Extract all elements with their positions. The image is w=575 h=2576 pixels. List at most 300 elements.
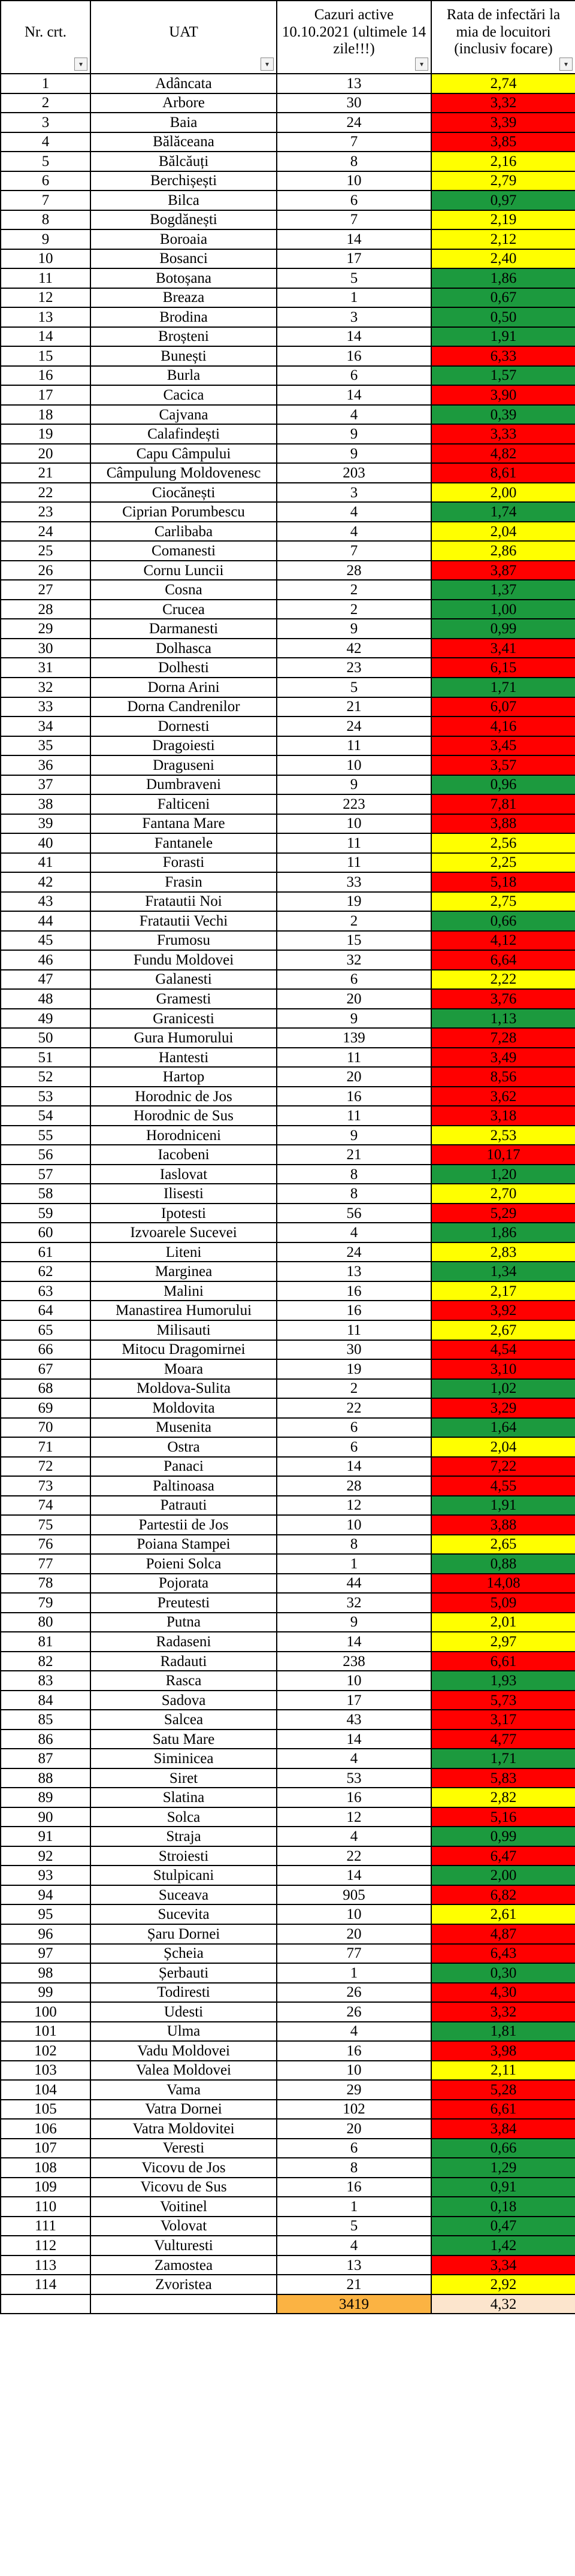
infection-rate-cell[interactable]: 1,34: [431, 1262, 575, 1281]
row-number-cell[interactable]: 9: [1, 229, 90, 249]
active-cases-cell[interactable]: 4: [277, 1749, 431, 1768]
row-number-cell[interactable]: 101: [1, 2022, 90, 2042]
active-cases-cell[interactable]: 14: [277, 1632, 431, 1652]
uat-name-cell[interactable]: Gramesti: [90, 989, 277, 1009]
active-cases-cell[interactable]: 14: [277, 327, 431, 347]
row-number-cell[interactable]: 47: [1, 970, 90, 990]
row-number-cell[interactable]: 30: [1, 639, 90, 658]
row-number-cell[interactable]: 32: [1, 678, 90, 697]
row-number-cell[interactable]: 102: [1, 2041, 90, 2061]
active-cases-cell[interactable]: 11: [277, 853, 431, 873]
infection-rate-cell[interactable]: 0,39: [431, 405, 575, 425]
row-number-cell[interactable]: 60: [1, 1223, 90, 1242]
row-number-cell[interactable]: 94: [1, 1885, 90, 1905]
active-cases-cell[interactable]: 11: [277, 1106, 431, 1126]
active-cases-cell[interactable]: 10: [277, 755, 431, 775]
active-cases-cell[interactable]: 6: [277, 970, 431, 990]
uat-name-cell[interactable]: Brodina: [90, 307, 277, 327]
infection-rate-cell[interactable]: 2,16: [431, 152, 575, 171]
infection-rate-cell[interactable]: 3,57: [431, 755, 575, 775]
uat-name-cell[interactable]: Satu Mare: [90, 1730, 277, 1749]
uat-name-cell[interactable]: Siret: [90, 1768, 277, 1788]
active-cases-cell[interactable]: 6: [277, 191, 431, 210]
uat-name-cell[interactable]: Todiresti: [90, 1983, 277, 2003]
uat-name-cell[interactable]: Voitinel: [90, 2197, 277, 2217]
row-number-cell[interactable]: 59: [1, 1204, 90, 1223]
uat-name-cell[interactable]: Mitocu Dragomirnei: [90, 1340, 277, 1360]
infection-rate-cell[interactable]: 0,50: [431, 307, 575, 327]
infection-rate-cell[interactable]: 3,84: [431, 2119, 575, 2139]
row-number-cell[interactable]: 64: [1, 1301, 90, 1320]
active-cases-cell[interactable]: 8: [277, 1165, 431, 1184]
infection-rate-cell[interactable]: 3,33: [431, 424, 575, 444]
row-number-cell[interactable]: 54: [1, 1106, 90, 1126]
infection-rate-cell[interactable]: 1,93: [431, 1671, 575, 1691]
active-cases-cell[interactable]: 5: [277, 2217, 431, 2236]
active-cases-cell[interactable]: 33: [277, 872, 431, 892]
active-cases-cell[interactable]: 19: [277, 892, 431, 912]
uat-name-cell[interactable]: Moldovita: [90, 1398, 277, 1418]
infection-rate-cell[interactable]: 2,04: [431, 1437, 575, 1457]
row-number-cell[interactable]: 67: [1, 1359, 90, 1379]
infection-rate-cell[interactable]: 0,99: [431, 619, 575, 639]
row-number-cell[interactable]: 22: [1, 483, 90, 503]
active-cases-cell[interactable]: 10: [277, 2061, 431, 2081]
infection-rate-cell[interactable]: 1,74: [431, 502, 575, 522]
infection-rate-cell[interactable]: 1,71: [431, 678, 575, 697]
uat-name-cell[interactable]: Partestii de Jos: [90, 1515, 277, 1535]
infection-rate-cell[interactable]: 3,87: [431, 561, 575, 580]
row-number-cell[interactable]: 31: [1, 658, 90, 678]
infection-rate-cell[interactable]: 3,17: [431, 1710, 575, 1730]
uat-name-cell[interactable]: Patrauti: [90, 1496, 277, 1516]
row-number-cell[interactable]: 46: [1, 950, 90, 970]
active-cases-cell[interactable]: 14: [277, 1457, 431, 1477]
active-cases-cell[interactable]: 14: [277, 1866, 431, 1885]
row-number-cell[interactable]: 17: [1, 385, 90, 405]
active-cases-cell[interactable]: 6: [277, 366, 431, 386]
infection-rate-cell[interactable]: 1,20: [431, 1165, 575, 1184]
uat-name-cell[interactable]: Bunești: [90, 346, 277, 366]
infection-rate-cell[interactable]: 3,10: [431, 1359, 575, 1379]
row-number-cell[interactable]: 56: [1, 1145, 90, 1165]
infection-rate-cell[interactable]: 2,53: [431, 1126, 575, 1145]
row-number-cell[interactable]: 86: [1, 1730, 90, 1749]
active-cases-cell[interactable]: 8: [277, 1535, 431, 1555]
active-cases-cell[interactable]: 17: [277, 1691, 431, 1710]
uat-name-cell[interactable]: Slatina: [90, 1788, 277, 1807]
filter-dropdown-icon[interactable]: ▾: [74, 58, 87, 71]
uat-name-cell[interactable]: Siminicea: [90, 1749, 277, 1768]
row-number-cell[interactable]: 81: [1, 1632, 90, 1652]
active-cases-cell[interactable]: 102: [277, 2100, 431, 2120]
infection-rate-cell[interactable]: 5,29: [431, 1204, 575, 1223]
active-cases-cell[interactable]: 20: [277, 2119, 431, 2139]
active-cases-cell[interactable]: 2: [277, 580, 431, 600]
row-number-cell[interactable]: 103: [1, 2061, 90, 2081]
uat-name-cell[interactable]: Vicovu de Sus: [90, 2178, 277, 2197]
row-number-cell[interactable]: 62: [1, 1262, 90, 1281]
row-number-cell[interactable]: 40: [1, 833, 90, 853]
uat-name-cell[interactable]: Carlibaba: [90, 522, 277, 542]
infection-rate-cell[interactable]: 6,82: [431, 1885, 575, 1905]
uat-name-cell[interactable]: Veresti: [90, 2139, 277, 2158]
uat-name-cell[interactable]: Galanesti: [90, 970, 277, 990]
row-number-cell[interactable]: 104: [1, 2080, 90, 2100]
infection-rate-cell[interactable]: 4,16: [431, 716, 575, 736]
uat-name-cell[interactable]: Zvoristea: [90, 2275, 277, 2294]
infection-rate-cell[interactable]: 1,00: [431, 600, 575, 619]
active-cases-cell[interactable]: 16: [277, 1788, 431, 1807]
infection-rate-cell[interactable]: 1,57: [431, 366, 575, 386]
infection-rate-cell[interactable]: 2,00: [431, 483, 575, 503]
uat-name-cell[interactable]: Ilisesti: [90, 1184, 277, 1204]
infection-rate-cell[interactable]: 2,40: [431, 249, 575, 269]
active-cases-cell[interactable]: 13: [277, 74, 431, 93]
row-number-cell[interactable]: 109: [1, 2178, 90, 2197]
infection-rate-cell[interactable]: 0,66: [431, 2139, 575, 2158]
uat-name-cell[interactable]: Salcea: [90, 1710, 277, 1730]
row-number-cell[interactable]: 113: [1, 2255, 90, 2275]
uat-name-cell[interactable]: Cornu Luncii: [90, 561, 277, 580]
row-number-cell[interactable]: 75: [1, 1515, 90, 1535]
uat-name-cell[interactable]: Ciprian Porumbescu: [90, 502, 277, 522]
active-cases-cell[interactable]: 22: [277, 1846, 431, 1866]
active-cases-cell[interactable]: 6: [277, 1437, 431, 1457]
row-number-cell[interactable]: 74: [1, 1496, 90, 1516]
infection-rate-cell[interactable]: 8,61: [431, 463, 575, 483]
uat-name-cell[interactable]: Horodnic de Sus: [90, 1106, 277, 1126]
row-number-cell[interactable]: 3: [1, 113, 90, 132]
uat-name-cell[interactable]: Zamostea: [90, 2255, 277, 2275]
row-number-cell[interactable]: 19: [1, 424, 90, 444]
row-number-cell[interactable]: 114: [1, 2275, 90, 2294]
active-cases-cell[interactable]: 16: [277, 1281, 431, 1301]
uat-name-cell[interactable]: Bălăceana: [90, 132, 277, 152]
active-cases-cell[interactable]: 4: [277, 2236, 431, 2255]
uat-name-cell[interactable]: Calafindești: [90, 424, 277, 444]
row-number-cell[interactable]: 7: [1, 191, 90, 210]
active-cases-cell[interactable]: 29: [277, 2080, 431, 2100]
row-number-cell[interactable]: 8: [1, 210, 90, 230]
uat-name-cell[interactable]: Berchișești: [90, 171, 277, 191]
active-cases-cell[interactable]: 14: [277, 385, 431, 405]
uat-name-cell[interactable]: Dornesti: [90, 716, 277, 736]
infection-rate-cell[interactable]: 5,09: [431, 1593, 575, 1613]
infection-rate-cell[interactable]: 5,73: [431, 1691, 575, 1710]
infection-rate-cell[interactable]: 6,61: [431, 1652, 575, 1671]
row-number-cell[interactable]: 71: [1, 1437, 90, 1457]
active-cases-cell[interactable]: 17: [277, 249, 431, 269]
active-cases-cell[interactable]: 11: [277, 833, 431, 853]
uat-name-cell[interactable]: Breaza: [90, 288, 277, 308]
active-cases-cell[interactable]: 4: [277, 2022, 431, 2042]
active-cases-cell[interactable]: 223: [277, 794, 431, 814]
uat-name-cell[interactable]: Cosna: [90, 580, 277, 600]
uat-name-cell[interactable]: Horodniceni: [90, 1126, 277, 1145]
infection-rate-cell[interactable]: 3,45: [431, 736, 575, 756]
uat-name-cell[interactable]: Stulpicani: [90, 1866, 277, 1885]
active-cases-cell[interactable]: 4: [277, 502, 431, 522]
infection-rate-cell[interactable]: 3,34: [431, 2255, 575, 2275]
infection-rate-cell[interactable]: 4,82: [431, 444, 575, 464]
uat-name-cell[interactable]: Ipotesti: [90, 1204, 277, 1223]
infection-rate-cell[interactable]: 2,04: [431, 522, 575, 542]
row-number-cell[interactable]: 2: [1, 93, 90, 113]
active-cases-cell[interactable]: 44: [277, 1574, 431, 1594]
uat-name-cell[interactable]: Iacobeni: [90, 1145, 277, 1165]
uat-name-cell[interactable]: Preutesti: [90, 1593, 277, 1613]
active-cases-cell[interactable]: 11: [277, 736, 431, 756]
infection-rate-cell[interactable]: 5,83: [431, 1768, 575, 1788]
active-cases-cell[interactable]: 9: [277, 424, 431, 444]
infection-rate-cell[interactable]: 6,47: [431, 1846, 575, 1866]
uat-name-cell[interactable]: Fratautii Noi: [90, 892, 277, 912]
infection-rate-cell[interactable]: 2,70: [431, 1184, 575, 1204]
uat-name-cell[interactable]: Solca: [90, 1807, 277, 1827]
active-cases-cell[interactable]: 5: [277, 268, 431, 288]
row-number-cell[interactable]: 73: [1, 1476, 90, 1496]
row-number-cell[interactable]: 96: [1, 1924, 90, 1944]
uat-name-cell[interactable]: Milisauti: [90, 1320, 277, 1340]
active-cases-cell[interactable]: 12: [277, 1496, 431, 1516]
uat-name-cell[interactable]: Radauti: [90, 1652, 277, 1671]
row-number-cell[interactable]: 55: [1, 1126, 90, 1145]
active-cases-cell[interactable]: 21: [277, 1145, 431, 1165]
row-number-cell[interactable]: 21: [1, 463, 90, 483]
row-number-cell[interactable]: 6: [1, 171, 90, 191]
infection-rate-cell[interactable]: 1,02: [431, 1379, 575, 1399]
uat-name-cell[interactable]: Capu Câmpului: [90, 444, 277, 464]
row-number-cell[interactable]: 36: [1, 755, 90, 775]
uat-name-cell[interactable]: Cacica: [90, 385, 277, 405]
row-number-cell[interactable]: 41: [1, 853, 90, 873]
active-cases-cell[interactable]: 9: [277, 1126, 431, 1145]
uat-name-cell[interactable]: Forasti: [90, 853, 277, 873]
infection-rate-cell[interactable]: 3,32: [431, 93, 575, 113]
row-number-cell[interactable]: 72: [1, 1457, 90, 1477]
infection-rate-cell[interactable]: 14,08: [431, 1574, 575, 1594]
infection-rate-cell[interactable]: 2,25: [431, 853, 575, 873]
active-cases-cell[interactable]: 16: [277, 2178, 431, 2197]
row-number-cell[interactable]: 25: [1, 541, 90, 561]
uat-name-cell[interactable]: Bălcăuți: [90, 152, 277, 171]
uat-name-cell[interactable]: Fundu Moldovei: [90, 950, 277, 970]
active-cases-cell[interactable]: 6: [277, 1418, 431, 1438]
infection-rate-cell[interactable]: 2,01: [431, 1613, 575, 1632]
uat-name-cell[interactable]: Panaci: [90, 1457, 277, 1477]
infection-rate-cell[interactable]: 2,12: [431, 229, 575, 249]
filter-dropdown-icon[interactable]: ▾: [261, 58, 274, 71]
row-number-cell[interactable]: 61: [1, 1242, 90, 1262]
active-cases-cell[interactable]: 9: [277, 775, 431, 795]
active-cases-cell[interactable]: 7: [277, 541, 431, 561]
active-cases-cell[interactable]: 8: [277, 2158, 431, 2178]
active-cases-cell[interactable]: 1: [277, 1554, 431, 1574]
uat-name-cell[interactable]: Dorna Arini: [90, 678, 277, 697]
active-cases-cell[interactable]: 2: [277, 1379, 431, 1399]
row-number-cell[interactable]: 52: [1, 1067, 90, 1087]
row-number-cell[interactable]: 23: [1, 502, 90, 522]
infection-rate-cell[interactable]: 1,71: [431, 1749, 575, 1768]
infection-rate-cell[interactable]: 6,07: [431, 697, 575, 717]
infection-rate-cell[interactable]: 1,86: [431, 268, 575, 288]
uat-name-cell[interactable]: Vulturesti: [90, 2236, 277, 2255]
active-cases-cell[interactable]: 1: [277, 288, 431, 308]
row-number-cell[interactable]: 15: [1, 346, 90, 366]
uat-name-cell[interactable]: Fantanele: [90, 833, 277, 853]
active-cases-cell[interactable]: 10: [277, 171, 431, 191]
infection-rate-cell[interactable]: 3,29: [431, 1398, 575, 1418]
uat-name-cell[interactable]: Vatra Dornei: [90, 2100, 277, 2120]
row-number-cell[interactable]: 88: [1, 1768, 90, 1788]
infection-rate-cell[interactable]: 3,88: [431, 814, 575, 834]
row-number-cell[interactable]: 1: [1, 74, 90, 93]
uat-name-cell[interactable]: Fantana Mare: [90, 814, 277, 834]
infection-rate-cell[interactable]: 2,65: [431, 1535, 575, 1555]
row-number-cell[interactable]: 18: [1, 405, 90, 425]
uat-name-cell[interactable]: Câmpulung Moldovenesc: [90, 463, 277, 483]
active-cases-cell[interactable]: 203: [277, 463, 431, 483]
row-number-cell[interactable]: 107: [1, 2139, 90, 2158]
row-number-cell[interactable]: 111: [1, 2217, 90, 2236]
infection-rate-cell[interactable]: 3,85: [431, 132, 575, 152]
infection-rate-cell[interactable]: 4,30: [431, 1983, 575, 2003]
row-number-cell[interactable]: 26: [1, 561, 90, 580]
infection-rate-cell[interactable]: 0,66: [431, 911, 575, 931]
infection-rate-cell[interactable]: 0,47: [431, 2217, 575, 2236]
row-number-cell[interactable]: 108: [1, 2158, 90, 2178]
infection-rate-cell[interactable]: 3,92: [431, 1301, 575, 1320]
uat-name-cell[interactable]: Boroaia: [90, 229, 277, 249]
infection-rate-cell[interactable]: 2,82: [431, 1788, 575, 1807]
infection-rate-cell[interactable]: 3,18: [431, 1106, 575, 1126]
infection-rate-cell[interactable]: 2,11: [431, 2061, 575, 2081]
uat-name-cell[interactable]: Dolhesti: [90, 658, 277, 678]
row-number-cell[interactable]: 49: [1, 1009, 90, 1029]
uat-name-cell[interactable]: Ulma: [90, 2022, 277, 2042]
active-cases-cell[interactable]: 19: [277, 1359, 431, 1379]
active-cases-cell[interactable]: 4: [277, 1223, 431, 1242]
active-cases-cell[interactable]: 4: [277, 1827, 431, 1846]
uat-name-cell[interactable]: Broșteni: [90, 327, 277, 347]
infection-rate-cell[interactable]: 4,87: [431, 1924, 575, 1944]
active-cases-cell[interactable]: 32: [277, 950, 431, 970]
active-cases-cell[interactable]: 3: [277, 483, 431, 503]
uat-name-cell[interactable]: Poiana Stampei: [90, 1535, 277, 1555]
uat-name-cell[interactable]: Horodnic de Jos: [90, 1087, 277, 1106]
uat-name-cell[interactable]: Burla: [90, 366, 277, 386]
infection-rate-cell[interactable]: 4,12: [431, 931, 575, 951]
infection-rate-cell[interactable]: 7,22: [431, 1457, 575, 1477]
row-number-cell[interactable]: 5: [1, 152, 90, 171]
uat-name-cell[interactable]: Radaseni: [90, 1632, 277, 1652]
row-number-cell[interactable]: 93: [1, 1866, 90, 1885]
uat-name-cell[interactable]: Musenita: [90, 1418, 277, 1438]
uat-name-cell[interactable]: Udesti: [90, 2002, 277, 2022]
uat-name-cell[interactable]: Manastirea Humorului: [90, 1301, 277, 1320]
active-cases-cell[interactable]: 20: [277, 1067, 431, 1087]
infection-rate-cell[interactable]: 0,97: [431, 191, 575, 210]
infection-rate-cell[interactable]: 6,64: [431, 950, 575, 970]
uat-name-cell[interactable]: Stroiesti: [90, 1846, 277, 1866]
active-cases-cell[interactable]: 2: [277, 911, 431, 931]
uat-name-cell[interactable]: Adâncata: [90, 74, 277, 93]
row-number-cell[interactable]: 105: [1, 2100, 90, 2120]
row-number-cell[interactable]: 50: [1, 1028, 90, 1048]
infection-rate-cell[interactable]: 0,96: [431, 775, 575, 795]
active-cases-cell[interactable]: 28: [277, 1476, 431, 1496]
uat-name-cell[interactable]: Suceava: [90, 1885, 277, 1905]
row-number-cell[interactable]: 95: [1, 1904, 90, 1924]
uat-name-cell[interactable]: Crucea: [90, 600, 277, 619]
active-cases-cell[interactable]: 24: [277, 1242, 431, 1262]
row-number-cell[interactable]: 42: [1, 872, 90, 892]
active-cases-cell[interactable]: 24: [277, 716, 431, 736]
infection-rate-cell[interactable]: 7,28: [431, 1028, 575, 1048]
row-number-cell[interactable]: 66: [1, 1340, 90, 1360]
row-number-cell[interactable]: 77: [1, 1554, 90, 1574]
infection-rate-cell[interactable]: 0,67: [431, 288, 575, 308]
active-cases-cell[interactable]: 4: [277, 522, 431, 542]
uat-name-cell[interactable]: Moara: [90, 1359, 277, 1379]
infection-rate-cell[interactable]: 3,32: [431, 2002, 575, 2022]
row-number-cell[interactable]: 78: [1, 1574, 90, 1594]
row-number-cell[interactable]: 43: [1, 892, 90, 912]
row-number-cell[interactable]: 98: [1, 1963, 90, 1983]
active-cases-cell[interactable]: 14: [277, 229, 431, 249]
active-cases-cell[interactable]: 16: [277, 1087, 431, 1106]
uat-name-cell[interactable]: Izvoarele Sucevei: [90, 1223, 277, 1242]
infection-rate-cell[interactable]: 10,17: [431, 1145, 575, 1165]
infection-rate-cell[interactable]: 1,64: [431, 1418, 575, 1438]
uat-name-cell[interactable]: Ciocănești: [90, 483, 277, 503]
active-cases-cell[interactable]: 7: [277, 132, 431, 152]
infection-rate-cell[interactable]: 6,61: [431, 2100, 575, 2120]
uat-name-cell[interactable]: Bosanci: [90, 249, 277, 269]
active-cases-cell[interactable]: 6: [277, 2139, 431, 2158]
active-cases-cell[interactable]: 20: [277, 1924, 431, 1944]
row-number-cell[interactable]: 68: [1, 1379, 90, 1399]
row-number-cell[interactable]: 91: [1, 1827, 90, 1846]
infection-rate-cell[interactable]: 2,92: [431, 2275, 575, 2294]
uat-name-cell[interactable]: Moldova-Sulita: [90, 1379, 277, 1399]
active-cases-cell[interactable]: 12: [277, 1807, 431, 1827]
row-number-cell[interactable]: 13: [1, 307, 90, 327]
active-cases-cell[interactable]: 905: [277, 1885, 431, 1905]
infection-rate-cell[interactable]: 2,86: [431, 541, 575, 561]
uat-name-cell[interactable]: Granicesti: [90, 1009, 277, 1029]
row-number-cell[interactable]: 16: [1, 366, 90, 386]
row-number-cell[interactable]: 24: [1, 522, 90, 542]
uat-name-cell[interactable]: Marginea: [90, 1262, 277, 1281]
uat-name-cell[interactable]: Straja: [90, 1827, 277, 1846]
row-number-cell[interactable]: 112: [1, 2236, 90, 2255]
infection-rate-cell[interactable]: 0,99: [431, 1827, 575, 1846]
uat-name-cell[interactable]: Frasin: [90, 872, 277, 892]
active-cases-cell[interactable]: 1: [277, 2197, 431, 2217]
infection-rate-cell[interactable]: 7,81: [431, 794, 575, 814]
active-cases-cell[interactable]: 8: [277, 152, 431, 171]
infection-rate-cell[interactable]: 2,56: [431, 833, 575, 853]
uat-name-cell[interactable]: Dumbraveni: [90, 775, 277, 795]
active-cases-cell[interactable]: 13: [277, 1262, 431, 1281]
infection-rate-cell[interactable]: 1,86: [431, 1223, 575, 1242]
uat-name-cell[interactable]: Hantesti: [90, 1048, 277, 1068]
active-cases-cell[interactable]: 7: [277, 210, 431, 230]
active-cases-cell[interactable]: 238: [277, 1652, 431, 1671]
infection-rate-cell[interactable]: 2,97: [431, 1632, 575, 1652]
